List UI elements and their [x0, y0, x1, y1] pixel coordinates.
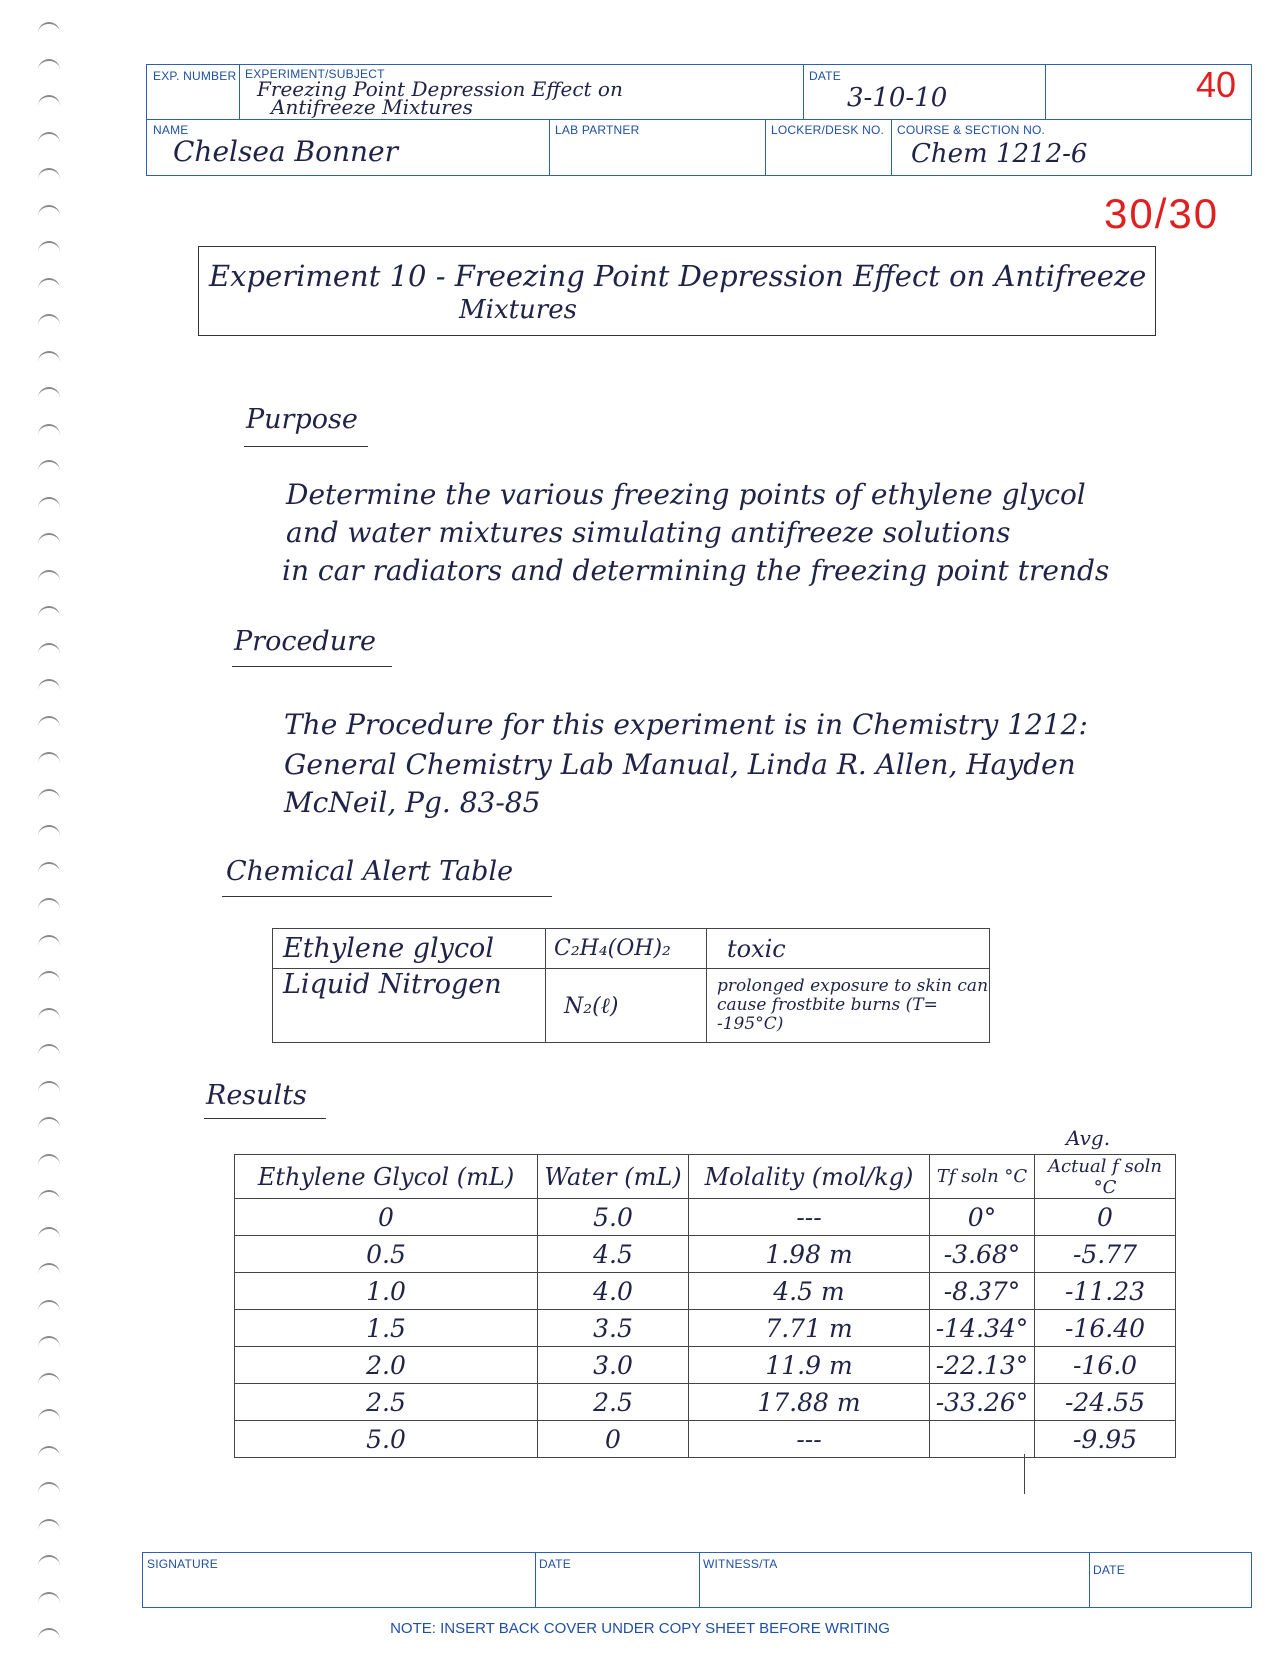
chemical-alert-heading: Chemical Alert Table: [226, 856, 514, 887]
experiment-label: EXPERIMENT/SUBJECT: [245, 67, 385, 81]
table-cell: 11.9 m: [689, 1347, 930, 1384]
spiral-ring: [38, 241, 66, 253]
spiral-ring: [38, 1336, 66, 1348]
table-cell: 5.0: [235, 1421, 538, 1458]
exp-number-label: EXP. NUMBER: [153, 69, 237, 83]
spiral-ring: [38, 132, 66, 144]
spiral-ring: [38, 1300, 66, 1312]
footer-date-label: DATE: [539, 1557, 571, 1571]
table-cell: -24.55: [1035, 1384, 1176, 1421]
spiral-ring: [38, 22, 66, 34]
spiral-ring: [38, 1555, 66, 1567]
spiral-ring: [38, 1227, 66, 1239]
spiral-ring: [38, 1446, 66, 1458]
purpose-line2: and water mixtures simulating antifreeze solutions: [286, 516, 1011, 549]
table-cell: 0°: [930, 1199, 1035, 1236]
spiral-ring: [38, 387, 66, 399]
chem-hazard: toxic: [707, 929, 990, 969]
spiral-ring: [38, 1482, 66, 1494]
spiral-ring: [38, 862, 66, 874]
purpose-heading: Purpose: [246, 404, 358, 435]
table-cell: 17.88 m: [689, 1384, 930, 1421]
results-heading: Results: [206, 1080, 307, 1111]
spiral-ring: [38, 825, 66, 837]
course-value: Chem 1212-6: [911, 139, 1088, 169]
table-cell: 1.5: [235, 1310, 538, 1347]
spiral-ring: [38, 59, 66, 71]
column-header: Molality (mol/kg): [689, 1155, 930, 1199]
table-cell: -5.77: [1035, 1236, 1176, 1273]
purpose-line1: Determine the various freezing points of ethylene glycol: [286, 478, 1086, 511]
table-cell: -16.40: [1035, 1310, 1176, 1347]
table-cell: 3.0: [538, 1347, 689, 1384]
table-cell: 1.98 m: [689, 1236, 930, 1273]
table-cell: 3.5: [538, 1310, 689, 1347]
avg-note: Avg.: [1066, 1126, 1111, 1150]
spiral-ring: [38, 679, 66, 691]
table-cell: 0: [235, 1199, 538, 1236]
course-label: COURSE & SECTION NO.: [897, 123, 1046, 137]
spiral-ring: [38, 1592, 66, 1604]
spiral-ring: [38, 460, 66, 472]
column-header: Water (mL): [538, 1155, 689, 1199]
table-cell: -3.68°: [930, 1236, 1035, 1273]
header-form: [146, 64, 1252, 176]
table-cell: [930, 1421, 1035, 1458]
table-row: [235, 1310, 1176, 1347]
spiral-ring: [38, 1519, 66, 1531]
table-cell: -14.34°: [930, 1310, 1035, 1347]
table-cell: 0: [1035, 1199, 1176, 1236]
procedure-heading: Procedure: [234, 626, 376, 657]
spiral-ring: [38, 971, 66, 983]
spiral-ring: [38, 1044, 66, 1056]
column-header: Actual f soln °C: [1035, 1155, 1176, 1199]
spiral-ring: [38, 752, 66, 764]
chem-formula: C₂H₄(OH)₂: [546, 929, 707, 969]
signature-form: [142, 1552, 1252, 1608]
spiral-ring: [38, 1117, 66, 1129]
results-table: [234, 1154, 1176, 1458]
chem-name: Liquid Nitrogen: [273, 969, 546, 1043]
grade-score: 30/30: [1104, 190, 1220, 237]
spiral-ring: [38, 1373, 66, 1385]
spiral-ring: [38, 1008, 66, 1020]
table-cell: ---: [689, 1199, 930, 1236]
table-row: [235, 1236, 1176, 1273]
chemical-alert-table: [272, 928, 990, 1043]
spiral-ring: [38, 643, 66, 655]
table-row: [235, 1421, 1176, 1458]
spiral-ring: [38, 205, 66, 217]
spiral-ring: [38, 1263, 66, 1275]
spiral-ring: [38, 898, 66, 910]
table-cell: 2.0: [235, 1347, 538, 1384]
experiment-subject-line2: Antifreeze Mixtures: [271, 95, 473, 119]
spiral-ring: [38, 1154, 66, 1166]
table-row: [235, 1199, 1176, 1236]
lab-partner-label: LAB PARTNER: [555, 123, 640, 137]
table-cell: 4.5: [538, 1236, 689, 1273]
signature-label: SIGNATURE: [147, 1557, 218, 1571]
spiral-ring: [38, 570, 66, 582]
spiral-ring: [38, 1081, 66, 1093]
table-cell: ---: [689, 1421, 930, 1458]
spiral-ring: [38, 533, 66, 545]
spiral-ring: [38, 278, 66, 290]
procedure-line3: McNeil, Pg. 83-85: [284, 786, 541, 819]
grade-total: 40: [1196, 64, 1237, 105]
spiral-ring: [38, 314, 66, 326]
chem-name: Ethylene glycol: [273, 929, 546, 969]
table-cell: -16.0: [1035, 1347, 1176, 1384]
table-cell: -33.26°: [930, 1384, 1035, 1421]
spiral-ring: [38, 789, 66, 801]
spiral-ring: [38, 935, 66, 947]
date-value: 3-10-10: [847, 83, 948, 113]
spiral-ring: [38, 716, 66, 728]
table-cell: 2.5: [538, 1384, 689, 1421]
procedure-line1: The Procedure for this experiment is in Chemistry 1212:: [284, 708, 1088, 741]
column-header: Tf soln °C: [930, 1155, 1035, 1199]
date-label: DATE: [809, 69, 841, 83]
table-cell: 4.5 m: [689, 1273, 930, 1310]
chem-hazard: prolonged exposure to skin can cause frostbite burns (T= -195°C): [707, 969, 990, 1043]
table-cell: -11.23: [1035, 1273, 1176, 1310]
spiral-ring: [38, 606, 66, 618]
table-cell: 0: [538, 1421, 689, 1458]
spiral-ring: [38, 1409, 66, 1421]
spiral-ring: [38, 351, 66, 363]
locker-label: LOCKER/DESK NO.: [771, 123, 885, 137]
table-cell: 5.0: [538, 1199, 689, 1236]
spiral-ring: [38, 424, 66, 436]
footer-note: NOTE: INSERT BACK COVER UNDER COPY SHEET BEFORE WRITING: [390, 1620, 890, 1637]
name-label: NAME: [153, 123, 189, 137]
purpose-line3: in car radiators and determining the freezing point trends: [282, 554, 1110, 587]
name-value: Chelsea Bonner: [173, 135, 398, 168]
procedure-line2: General Chemistry Lab Manual, Linda R. Allen, Hayden: [284, 748, 1076, 781]
table-cell: 1.0: [235, 1273, 538, 1310]
table-cell: -8.37°: [930, 1273, 1035, 1310]
experiment-subject-line1: Freezing Point Depression Effect on: [257, 77, 623, 101]
title-line2: Mixtures: [459, 295, 577, 325]
spiral-ring: [38, 95, 66, 107]
table-cell: -22.13°: [930, 1347, 1035, 1384]
table-cell: 4.0: [538, 1273, 689, 1310]
column-header: Ethylene Glycol (mL): [235, 1155, 538, 1199]
table-row: [235, 1384, 1176, 1421]
footer-date2-label: DATE: [1093, 1563, 1125, 1577]
table-cell: -9.95: [1035, 1421, 1176, 1458]
spiral-ring: [38, 1190, 66, 1202]
spiral-ring: [38, 497, 66, 509]
table-row: [235, 1347, 1176, 1384]
table-cell: 7.71 m: [689, 1310, 930, 1347]
title-line1: Experiment 10 - Freezing Point Depression Effect on Antifreeze: [209, 259, 1147, 293]
title-box: [198, 246, 1156, 336]
table-cell: 2.5: [235, 1384, 538, 1421]
witness-label: WITNESS/TA: [703, 1557, 778, 1571]
table-row: [235, 1273, 1176, 1310]
spiral-ring: [38, 168, 66, 180]
chem-formula: N₂(ℓ): [546, 969, 707, 1043]
table-cell: 0.5: [235, 1236, 538, 1273]
